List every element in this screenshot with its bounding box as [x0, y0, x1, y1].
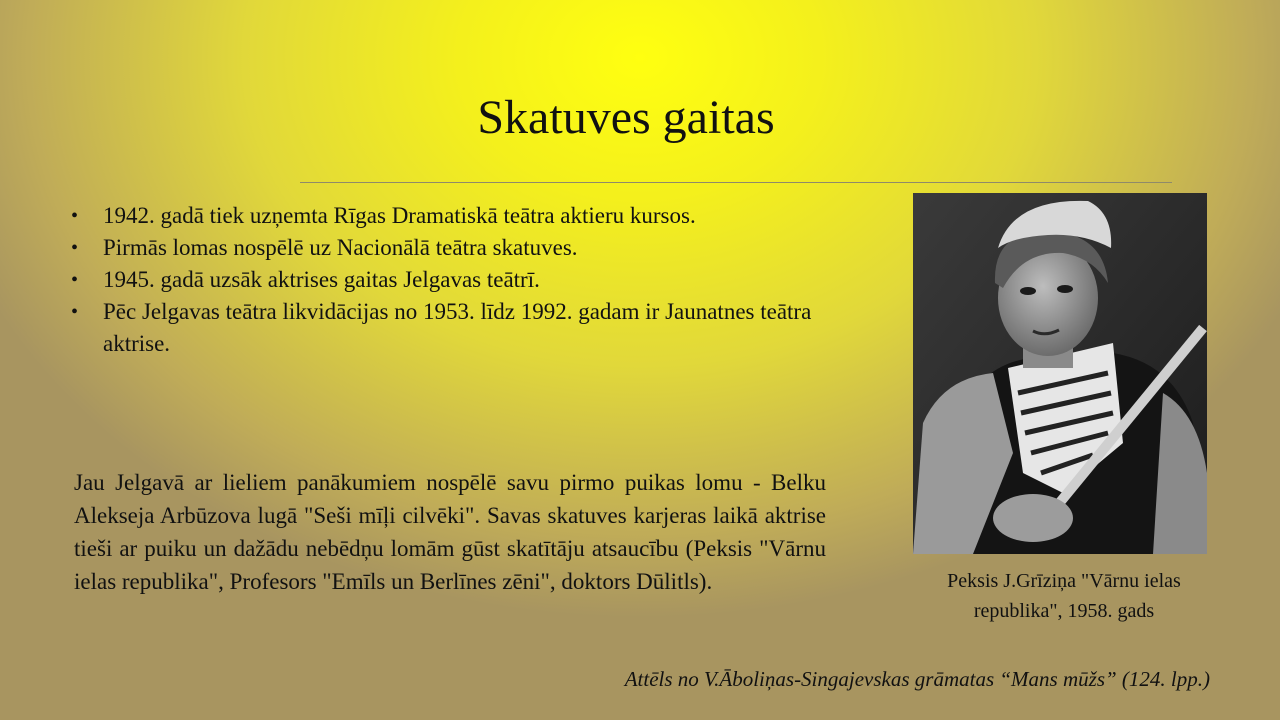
bullet-text: Pēc Jelgavas teātra likvidācijas no 1953. līdz 1992. gadam ir Jaunatnes teātra aktrise.	[103, 299, 812, 356]
bullet-dot-icon: •	[71, 237, 79, 259]
bullet-text: 1945. gadā uzsāk aktrises gaitas Jelgavas teātrī.	[103, 267, 540, 292]
bullet-dot-icon: •	[71, 269, 79, 291]
photo-illustration	[913, 193, 1207, 554]
actress-photo	[913, 193, 1207, 554]
bullet-dot-icon: •	[71, 205, 79, 227]
bullet-item	[66, 232, 826, 264]
bullet-text: 1942. gadā tiek uzņemta Rīgas Dramatiskā teātra aktieru kursos.	[103, 203, 696, 228]
photo-caption: Peksis J.Grīziņa "Vārnu ielas republika", 1958. gads	[947, 570, 1181, 622]
bullet-dot-icon: •	[71, 301, 79, 323]
bullet-item	[66, 264, 826, 296]
title-divider	[300, 182, 1172, 183]
bullet-text: Pirmās lomas nospēlē uz Nacionālā teātra skatuves.	[103, 235, 578, 260]
bullet-item	[66, 296, 826, 360]
slide-title: Skatuves gaitas	[477, 91, 775, 144]
body-paragraph: Jau Jelgavā ar lieliem panākumiem nospēlē savu pirmo puikas lomu - Belku Alekseja Arbūzova lugā "Seši mīļi cilvēki". Savas skatuves karjeras laikā aktrise tieši ar puiku un dažādu nebēdņu lomām gūst skatītāju atsaucību (Peksis "Vārnu ielas republika", Profesors "Emīls un Berlīnes zēni", doktors Dūlitls).	[74, 470, 826, 594]
bullet-item	[66, 200, 826, 232]
bullet-list	[66, 200, 826, 360]
image-credit: Attēls no V.Āboliņas-Singajevskas grāmatas “Mans mūžs” (124. lpp.)	[624, 667, 1210, 691]
